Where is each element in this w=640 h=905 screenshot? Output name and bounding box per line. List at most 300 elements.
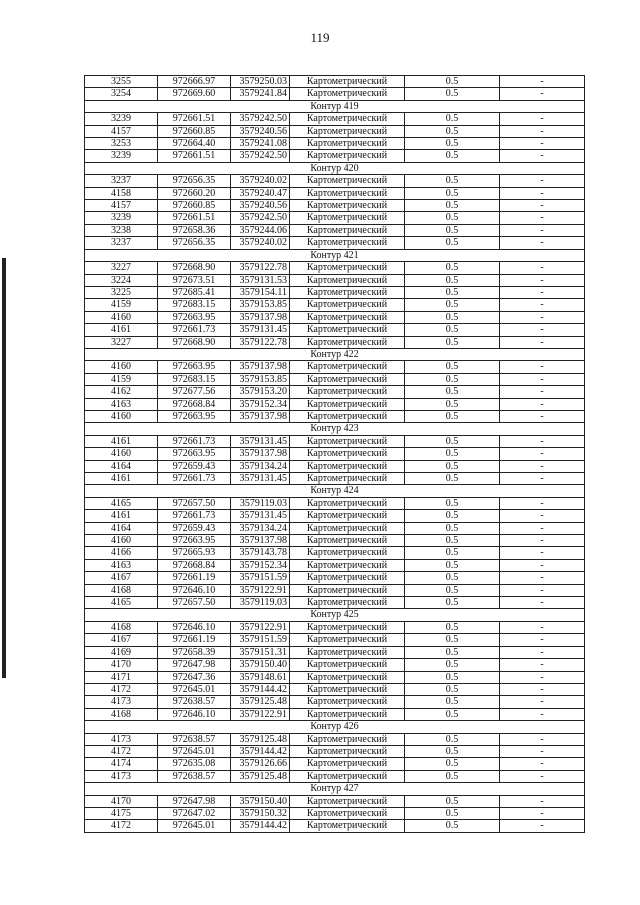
accuracy-cell: 0.5 <box>405 522 500 534</box>
y-coordinate-cell: 3579144.42 <box>231 820 290 832</box>
table-row <box>85 659 585 671</box>
method-cell: Картометрический <box>290 559 405 571</box>
x-coordinate-cell: 972661.19 <box>158 634 231 646</box>
accuracy-cell: 0.5 <box>405 708 500 720</box>
point-number-cell: 3254 <box>85 88 158 100</box>
description-cell: - <box>500 597 585 609</box>
point-number-cell: 4173 <box>85 733 158 745</box>
y-coordinate-cell: 3579119.03 <box>231 497 290 509</box>
table-row <box>85 336 585 348</box>
x-coordinate-cell: 972663.95 <box>158 361 231 373</box>
method-cell: Картометрический <box>290 634 405 646</box>
point-number-cell: 4157 <box>85 125 158 137</box>
description-cell: - <box>500 212 585 224</box>
y-coordinate-cell: 3579154.11 <box>231 286 290 298</box>
accuracy-cell: 0.5 <box>405 621 500 633</box>
description-cell: - <box>500 224 585 236</box>
method-cell: Картометрический <box>290 373 405 385</box>
point-number-cell: 4164 <box>85 522 158 534</box>
description-cell: - <box>500 262 585 274</box>
description-cell: - <box>500 200 585 212</box>
table-row <box>85 200 585 212</box>
scan-edge-bar <box>2 258 6 678</box>
x-coordinate-cell: 972647.98 <box>158 795 231 807</box>
x-coordinate-cell: 972657.50 <box>158 597 231 609</box>
table-row <box>85 696 585 708</box>
table-row <box>85 634 585 646</box>
y-coordinate-cell: 3579131.45 <box>231 324 290 336</box>
y-coordinate-cell: 3579126.66 <box>231 758 290 770</box>
point-number-cell: 4164 <box>85 460 158 472</box>
x-coordinate-cell: 972661.73 <box>158 473 231 485</box>
table-row <box>85 76 585 88</box>
accuracy-cell: 0.5 <box>405 646 500 658</box>
description-cell: - <box>500 274 585 286</box>
accuracy-cell: 0.5 <box>405 187 500 199</box>
x-coordinate-cell: 972638.57 <box>158 696 231 708</box>
accuracy-cell: 0.5 <box>405 224 500 236</box>
x-coordinate-cell: 972664.40 <box>158 138 231 150</box>
point-number-cell: 4173 <box>85 696 158 708</box>
table-row <box>85 597 585 609</box>
y-coordinate-cell: 3579131.45 <box>231 473 290 485</box>
table-row <box>85 435 585 447</box>
point-number-cell: 4175 <box>85 807 158 819</box>
description-cell: - <box>500 299 585 311</box>
accuracy-cell: 0.5 <box>405 138 500 150</box>
y-coordinate-cell: 3579125.48 <box>231 733 290 745</box>
point-number-cell: 4165 <box>85 597 158 609</box>
x-coordinate-cell: 972646.10 <box>158 708 231 720</box>
y-coordinate-cell: 3579122.91 <box>231 584 290 596</box>
method-cell: Картометрический <box>290 138 405 150</box>
y-coordinate-cell: 3579152.34 <box>231 559 290 571</box>
table-row <box>85 212 585 224</box>
point-number-cell: 3224 <box>85 274 158 286</box>
table-row <box>85 820 585 832</box>
table-row <box>85 262 585 274</box>
description-cell: - <box>500 237 585 249</box>
table-row <box>85 224 585 236</box>
y-coordinate-cell: 3579153.85 <box>231 299 290 311</box>
description-cell: - <box>500 708 585 720</box>
x-coordinate-cell: 972669.60 <box>158 88 231 100</box>
description-cell: - <box>500 621 585 633</box>
description-cell: - <box>500 76 585 88</box>
y-coordinate-cell: 3579122.78 <box>231 262 290 274</box>
table-row <box>85 187 585 199</box>
method-cell: Картометрический <box>290 758 405 770</box>
x-coordinate-cell: 972660.85 <box>158 200 231 212</box>
point-number-cell: 4163 <box>85 398 158 410</box>
contour-label: Контур 421 <box>85 249 585 261</box>
x-coordinate-cell: 972668.84 <box>158 559 231 571</box>
point-number-cell: 4170 <box>85 795 158 807</box>
method-cell: Картометрический <box>290 460 405 472</box>
table-row <box>85 547 585 559</box>
point-number-cell: 4168 <box>85 621 158 633</box>
y-coordinate-cell: 3579150.40 <box>231 795 290 807</box>
point-number-cell: 4173 <box>85 770 158 782</box>
point-number-cell: 4159 <box>85 299 158 311</box>
accuracy-cell: 0.5 <box>405 634 500 646</box>
method-cell: Картометрический <box>290 696 405 708</box>
point-number-cell: 3237 <box>85 175 158 187</box>
accuracy-cell: 0.5 <box>405 324 500 336</box>
method-cell: Картометрический <box>290 113 405 125</box>
description-cell: - <box>500 336 585 348</box>
method-cell: Картометрический <box>290 683 405 695</box>
point-number-cell: 4162 <box>85 386 158 398</box>
contour-header-row <box>85 423 585 435</box>
method-cell: Картометрический <box>290 410 405 422</box>
table-row <box>85 410 585 422</box>
x-coordinate-cell: 972635.08 <box>158 758 231 770</box>
x-coordinate-cell: 972683.15 <box>158 299 231 311</box>
method-cell: Картометрический <box>290 659 405 671</box>
table-row <box>85 535 585 547</box>
accuracy-cell: 0.5 <box>405 770 500 782</box>
accuracy-cell: 0.5 <box>405 175 500 187</box>
page-number: 119 <box>310 30 330 45</box>
table-row <box>85 646 585 658</box>
y-coordinate-cell: 3579240.56 <box>231 200 290 212</box>
method-cell: Картометрический <box>290 584 405 596</box>
description-cell: - <box>500 88 585 100</box>
description-cell: - <box>500 410 585 422</box>
contour-label: Контур 427 <box>85 783 585 795</box>
x-coordinate-cell: 972661.51 <box>158 212 231 224</box>
point-number-cell: 4168 <box>85 584 158 596</box>
table-row <box>85 621 585 633</box>
x-coordinate-cell: 972666.97 <box>158 76 231 88</box>
table-row <box>85 311 585 323</box>
table-row <box>85 497 585 509</box>
y-coordinate-cell: 3579150.32 <box>231 807 290 819</box>
accuracy-cell: 0.5 <box>405 361 500 373</box>
x-coordinate-cell: 972663.95 <box>158 311 231 323</box>
table-row <box>85 460 585 472</box>
method-cell: Картометрический <box>290 175 405 187</box>
accuracy-cell: 0.5 <box>405 336 500 348</box>
method-cell: Картометрический <box>290 770 405 782</box>
x-coordinate-cell: 972677.56 <box>158 386 231 398</box>
accuracy-cell: 0.5 <box>405 559 500 571</box>
y-coordinate-cell: 3579134.24 <box>231 460 290 472</box>
x-coordinate-cell: 972645.01 <box>158 683 231 695</box>
table-row <box>85 683 585 695</box>
table-row <box>85 286 585 298</box>
description-cell: - <box>500 659 585 671</box>
y-coordinate-cell: 3579122.91 <box>231 621 290 633</box>
point-number-cell: 4160 <box>85 535 158 547</box>
accuracy-cell: 0.5 <box>405 311 500 323</box>
method-cell: Картометрический <box>290 671 405 683</box>
accuracy-cell: 0.5 <box>405 497 500 509</box>
description-cell: - <box>500 460 585 472</box>
y-coordinate-cell: 3579144.42 <box>231 683 290 695</box>
method-cell: Картометрический <box>290 200 405 212</box>
method-cell: Картометрический <box>290 224 405 236</box>
method-cell: Картометрический <box>290 324 405 336</box>
method-cell: Картометрический <box>290 621 405 633</box>
x-coordinate-cell: 972659.43 <box>158 460 231 472</box>
description-cell: - <box>500 696 585 708</box>
y-coordinate-cell: 3579240.56 <box>231 125 290 137</box>
table-row <box>85 572 585 584</box>
description-cell: - <box>500 733 585 745</box>
x-coordinate-cell: 972663.95 <box>158 448 231 460</box>
table-row <box>85 88 585 100</box>
method-cell: Картометрический <box>290 820 405 832</box>
table-row <box>85 373 585 385</box>
description-cell: - <box>500 671 585 683</box>
coordinates-table <box>84 75 585 833</box>
method-cell: Картометрический <box>290 807 405 819</box>
accuracy-cell: 0.5 <box>405 758 500 770</box>
table-row <box>85 745 585 757</box>
x-coordinate-cell: 972646.10 <box>158 621 231 633</box>
accuracy-cell: 0.5 <box>405 448 500 460</box>
x-coordinate-cell: 972658.36 <box>158 224 231 236</box>
x-coordinate-cell: 972660.20 <box>158 187 231 199</box>
point-number-cell: 4163 <box>85 559 158 571</box>
description-cell: - <box>500 150 585 162</box>
table-row <box>85 175 585 187</box>
point-number-cell: 4161 <box>85 473 158 485</box>
accuracy-cell: 0.5 <box>405 373 500 385</box>
coordinates-table-body <box>85 76 585 833</box>
point-number-cell: 3239 <box>85 150 158 162</box>
point-number-cell: 4169 <box>85 646 158 658</box>
table-row <box>85 274 585 286</box>
accuracy-cell: 0.5 <box>405 150 500 162</box>
table-row <box>85 237 585 249</box>
accuracy-cell: 0.5 <box>405 745 500 757</box>
description-cell: - <box>500 572 585 584</box>
method-cell: Картометрический <box>290 262 405 274</box>
x-coordinate-cell: 972661.73 <box>158 435 231 447</box>
accuracy-cell: 0.5 <box>405 671 500 683</box>
description-cell: - <box>500 175 585 187</box>
method-cell: Картометрический <box>290 733 405 745</box>
y-coordinate-cell: 3579151.31 <box>231 646 290 658</box>
y-coordinate-cell: 3579152.34 <box>231 398 290 410</box>
point-number-cell: 4161 <box>85 510 158 522</box>
y-coordinate-cell: 3579148.61 <box>231 671 290 683</box>
y-coordinate-cell: 3579137.98 <box>231 361 290 373</box>
method-cell: Картометрический <box>290 473 405 485</box>
table-row <box>85 386 585 398</box>
table-row <box>85 361 585 373</box>
contour-label: Контур 422 <box>85 348 585 360</box>
x-coordinate-cell: 972647.98 <box>158 659 231 671</box>
y-coordinate-cell: 3579250.03 <box>231 76 290 88</box>
point-number-cell: 3237 <box>85 237 158 249</box>
table-row <box>85 138 585 150</box>
contour-header-row <box>85 783 585 795</box>
x-coordinate-cell: 972659.43 <box>158 522 231 534</box>
method-cell: Картометрический <box>290 547 405 559</box>
accuracy-cell: 0.5 <box>405 113 500 125</box>
accuracy-cell: 0.5 <box>405 820 500 832</box>
method-cell: Картометрический <box>290 299 405 311</box>
x-coordinate-cell: 972661.51 <box>158 150 231 162</box>
description-cell: - <box>500 584 585 596</box>
x-coordinate-cell: 972638.57 <box>158 770 231 782</box>
y-coordinate-cell: 3579131.53 <box>231 274 290 286</box>
y-coordinate-cell: 3579151.59 <box>231 634 290 646</box>
y-coordinate-cell: 3579244.06 <box>231 224 290 236</box>
y-coordinate-cell: 3579241.08 <box>231 138 290 150</box>
table-row <box>85 559 585 571</box>
table-row <box>85 708 585 720</box>
method-cell: Картометрический <box>290 286 405 298</box>
x-coordinate-cell: 972645.01 <box>158 820 231 832</box>
y-coordinate-cell: 3579137.98 <box>231 448 290 460</box>
contour-label: Контур 420 <box>85 162 585 174</box>
contour-header-row <box>85 485 585 497</box>
table-row <box>85 758 585 770</box>
method-cell: Картометрический <box>290 237 405 249</box>
point-number-cell: 3227 <box>85 336 158 348</box>
y-coordinate-cell: 3579122.91 <box>231 708 290 720</box>
accuracy-cell: 0.5 <box>405 410 500 422</box>
x-coordinate-cell: 972668.84 <box>158 398 231 410</box>
table-row <box>85 473 585 485</box>
point-number-cell: 4160 <box>85 410 158 422</box>
table-row <box>85 795 585 807</box>
accuracy-cell: 0.5 <box>405 733 500 745</box>
contour-header-row <box>85 249 585 261</box>
point-number-cell: 4171 <box>85 671 158 683</box>
description-cell: - <box>500 510 585 522</box>
description-cell: - <box>500 473 585 485</box>
description-cell: - <box>500 138 585 150</box>
y-coordinate-cell: 3579240.02 <box>231 237 290 249</box>
description-cell: - <box>500 398 585 410</box>
description-cell: - <box>500 646 585 658</box>
contour-label: Контур 425 <box>85 609 585 621</box>
x-coordinate-cell: 972656.35 <box>158 237 231 249</box>
x-coordinate-cell: 972656.35 <box>158 175 231 187</box>
method-cell: Картометрический <box>290 572 405 584</box>
x-coordinate-cell: 972647.02 <box>158 807 231 819</box>
y-coordinate-cell: 3579240.02 <box>231 175 290 187</box>
y-coordinate-cell: 3579134.24 <box>231 522 290 534</box>
y-coordinate-cell: 3579242.50 <box>231 113 290 125</box>
point-number-cell: 4165 <box>85 497 158 509</box>
accuracy-cell: 0.5 <box>405 262 500 274</box>
point-number-cell: 4172 <box>85 745 158 757</box>
method-cell: Картометрический <box>290 187 405 199</box>
x-coordinate-cell: 972657.50 <box>158 497 231 509</box>
accuracy-cell: 0.5 <box>405 88 500 100</box>
table-row <box>85 125 585 137</box>
point-number-cell: 4159 <box>85 373 158 385</box>
accuracy-cell: 0.5 <box>405 274 500 286</box>
x-coordinate-cell: 972673.51 <box>158 274 231 286</box>
accuracy-cell: 0.5 <box>405 125 500 137</box>
description-cell: - <box>500 535 585 547</box>
point-number-cell: 3227 <box>85 262 158 274</box>
method-cell: Картометрический <box>290 361 405 373</box>
x-coordinate-cell: 972665.93 <box>158 547 231 559</box>
method-cell: Картометрический <box>290 435 405 447</box>
point-number-cell: 4168 <box>85 708 158 720</box>
table-row <box>85 448 585 460</box>
accuracy-cell: 0.5 <box>405 76 500 88</box>
description-cell: - <box>500 634 585 646</box>
y-coordinate-cell: 3579143.78 <box>231 547 290 559</box>
accuracy-cell: 0.5 <box>405 795 500 807</box>
point-number-cell: 4172 <box>85 683 158 695</box>
x-coordinate-cell: 972645.01 <box>158 745 231 757</box>
point-number-cell: 4160 <box>85 361 158 373</box>
accuracy-cell: 0.5 <box>405 547 500 559</box>
table-row <box>85 398 585 410</box>
y-coordinate-cell: 3579242.50 <box>231 212 290 224</box>
contour-header-row <box>85 609 585 621</box>
x-coordinate-cell: 972638.57 <box>158 733 231 745</box>
point-number-cell: 4166 <box>85 547 158 559</box>
accuracy-cell: 0.5 <box>405 535 500 547</box>
point-number-cell: 4161 <box>85 324 158 336</box>
table-row <box>85 324 585 336</box>
x-coordinate-cell: 972663.95 <box>158 535 231 547</box>
y-coordinate-cell: 3579242.50 <box>231 150 290 162</box>
accuracy-cell: 0.5 <box>405 597 500 609</box>
description-cell: - <box>500 795 585 807</box>
y-coordinate-cell: 3579125.48 <box>231 696 290 708</box>
description-cell: - <box>500 448 585 460</box>
x-coordinate-cell: 972685.41 <box>158 286 231 298</box>
accuracy-cell: 0.5 <box>405 299 500 311</box>
method-cell: Картометрический <box>290 535 405 547</box>
accuracy-cell: 0.5 <box>405 510 500 522</box>
point-number-cell: 4167 <box>85 634 158 646</box>
y-coordinate-cell: 3579150.40 <box>231 659 290 671</box>
description-cell: - <box>500 286 585 298</box>
description-cell: - <box>500 361 585 373</box>
description-cell: - <box>500 386 585 398</box>
table-row <box>85 299 585 311</box>
point-number-cell: 4160 <box>85 448 158 460</box>
method-cell: Картометрический <box>290 497 405 509</box>
y-coordinate-cell: 3579119.03 <box>231 597 290 609</box>
table-row <box>85 584 585 596</box>
accuracy-cell: 0.5 <box>405 460 500 472</box>
x-coordinate-cell: 972661.73 <box>158 324 231 336</box>
table-row <box>85 807 585 819</box>
table-row <box>85 671 585 683</box>
x-coordinate-cell: 972646.10 <box>158 584 231 596</box>
table-row <box>85 113 585 125</box>
description-cell: - <box>500 187 585 199</box>
method-cell: Картометрический <box>290 212 405 224</box>
contour-header-row <box>85 348 585 360</box>
contour-label: Контур 419 <box>85 100 585 112</box>
method-cell: Картометрический <box>290 646 405 658</box>
y-coordinate-cell: 3579122.78 <box>231 336 290 348</box>
accuracy-cell: 0.5 <box>405 584 500 596</box>
y-coordinate-cell: 3579241.84 <box>231 88 290 100</box>
point-number-cell: 3225 <box>85 286 158 298</box>
contour-header-row <box>85 100 585 112</box>
point-number-cell: 3239 <box>85 212 158 224</box>
description-cell: - <box>500 311 585 323</box>
contour-header-row <box>85 162 585 174</box>
